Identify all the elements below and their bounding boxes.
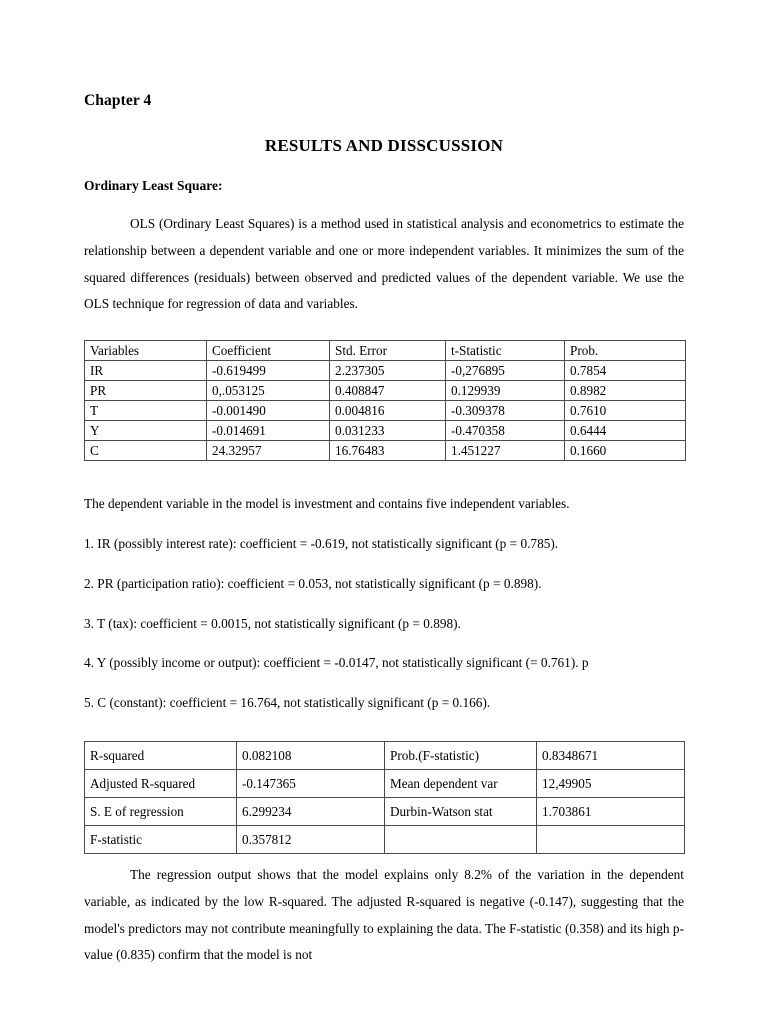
cell-prob: 0.7610 xyxy=(565,401,686,421)
cell-variable: IR xyxy=(85,361,207,381)
cell-stat-label-right: Mean dependent var xyxy=(385,769,537,797)
finding-item-2: 2. PR (participation ratio): coefficient = 0.053, not statistically significant (p = 0.898). xyxy=(84,575,542,591)
cell-prob: 0.7854 xyxy=(565,361,686,381)
cell-stat-value-left: 0.357812 xyxy=(237,825,385,853)
cell-std-error: 0.004816 xyxy=(330,401,446,421)
cell-coefficient: 24.32957 xyxy=(207,441,330,461)
finding-item-4: 4. Y (possibly income or output): coefficient = -0.0147, not statistically significant (= 0.761). p xyxy=(84,655,589,671)
cell-stat-label-left: Adjusted R-squared xyxy=(85,769,237,797)
finding-item-3: 3. T (tax): coefficient = 0.0015, not statistically significant (p = 0.898). xyxy=(84,615,461,631)
cell-stat-value-right: 12,49905 xyxy=(537,769,685,797)
table-row xyxy=(85,381,686,401)
cell-stat-label-right: Durbin-Watson stat xyxy=(385,797,537,825)
cell-t-statistic: -0.309378 xyxy=(446,401,565,421)
column-header-std-error: Std. Error xyxy=(330,341,446,361)
table-row xyxy=(85,401,686,421)
cell-stat-value-right: 0.8348671 xyxy=(537,741,685,769)
cell-variable: PR xyxy=(85,381,207,401)
cell-variable: T xyxy=(85,401,207,421)
cell-t-statistic: 1.451227 xyxy=(446,441,565,461)
finding-item-1: 1. IR (possibly interest rate): coefficient = -0.619, not statistically significant (p = 0.785). xyxy=(84,535,559,551)
cell-t-statistic: -0,276895 xyxy=(446,361,565,381)
closing-paragraph: The regression output shows that the model explains only 8.2% of the variation in the dependent variable, as indicated by the low R-squared. The adjusted R-squared is negative (-0.147), suggesting that the model's predictors may not contribute meaningfully to explaining the data. The F-statistic (0.358) and its high p-value (0.835) confirm that the model is not xyxy=(84,866,684,963)
cell-stat-value-left: -0.147365 xyxy=(237,769,385,797)
table-row xyxy=(85,441,686,461)
section-heading: Ordinary Least Square: xyxy=(84,178,223,193)
coefficient-table xyxy=(84,340,686,461)
cell-stat-label-left: S. E of regression xyxy=(85,797,237,825)
cell-variable: Y xyxy=(85,421,207,441)
cell-std-error: 0.031233 xyxy=(330,421,446,441)
cell-coefficient: -0.001490 xyxy=(207,401,330,421)
column-header-coefficient: Coefficient xyxy=(207,341,330,361)
intro-paragraph: OLS (Ordinary Least Squares) is a method used in statistical analysis and econometrics to estimate the relationship between a dependent variable and one or more independent variables. It minimizes the sum of the squared differences (residuals) between observed and predicted values of the dependent variable. We use the OLS technique for regression of data and variables. xyxy=(84,216,684,312)
column-header-t-statistic: t-Statistic xyxy=(446,341,565,361)
cell-std-error: 0.408847 xyxy=(330,381,446,401)
dependent-variable-note: The dependent variable in the model is investment and contains five independent variables. xyxy=(84,496,570,512)
cell-std-error: 16.76483 xyxy=(330,441,446,461)
cell-stat-value-left: 0.082108 xyxy=(237,741,385,769)
cell-stat-value-right: 1.703861 xyxy=(537,797,685,825)
table-row xyxy=(85,741,685,769)
cell-coefficient: -0.619499 xyxy=(207,361,330,381)
table-header-row xyxy=(85,341,686,361)
table-row xyxy=(85,825,685,853)
finding-item-5: 5. C (constant): coefficient = 16.764, not statistically significant (p = 0.166). xyxy=(84,695,491,711)
cell-coefficient: -0.014691 xyxy=(207,421,330,441)
cell-stat-label-left: F-statistic xyxy=(85,825,237,853)
cell-t-statistic: -0.470358 xyxy=(446,421,565,441)
cell-prob: 0.6444 xyxy=(565,421,686,441)
statistics-table xyxy=(84,741,685,854)
column-header-variables: Variables xyxy=(85,341,207,361)
table-row xyxy=(85,797,685,825)
page-title: RESULTS AND DISSCUSSION xyxy=(264,136,504,155)
cell-stat-value-left: 6.299234 xyxy=(237,797,385,825)
cell-stat-label-right: Prob.(F-statistic) xyxy=(385,741,537,769)
cell-stat-label-right xyxy=(385,825,537,853)
column-header-prob: Prob. xyxy=(565,341,686,361)
cell-stat-label-left: R-squared xyxy=(85,741,237,769)
cell-t-statistic: 0.129939 xyxy=(446,381,565,401)
cell-variable: C xyxy=(85,441,207,461)
cell-stat-value-right xyxy=(537,825,685,853)
chapter-heading: Chapter 4 xyxy=(84,92,152,109)
table-row xyxy=(85,769,685,797)
cell-prob: 0.1660 xyxy=(565,441,686,461)
cell-prob: 0.8982 xyxy=(565,381,686,401)
cell-coefficient: 0,.053125 xyxy=(207,381,330,401)
table-row xyxy=(85,361,686,381)
table-row xyxy=(85,421,686,441)
cell-std-error: 2.237305 xyxy=(330,361,446,381)
